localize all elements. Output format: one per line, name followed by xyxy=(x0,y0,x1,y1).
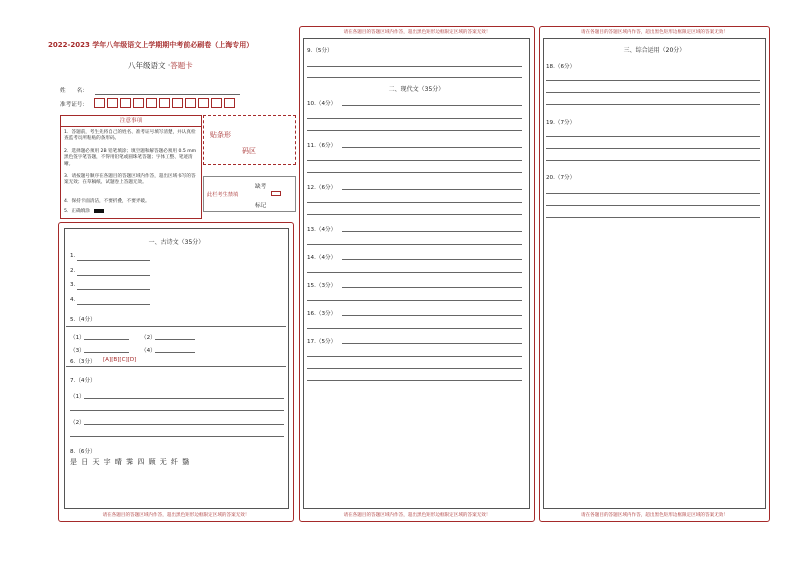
q15-line2[interactable] xyxy=(307,300,522,301)
q9-line2[interactable] xyxy=(307,77,522,78)
card-subtitle xyxy=(128,60,193,71)
q20-line3[interactable] xyxy=(546,217,760,218)
q7-sub1-line[interactable] xyxy=(84,398,284,399)
q9-label: 9.（5分） xyxy=(307,48,333,54)
q19-label: 19.（7分） xyxy=(546,120,576,126)
absent-area xyxy=(203,176,296,212)
q6-divider xyxy=(66,366,286,367)
q18-label: 18.（6分） xyxy=(546,64,576,70)
q13-line1[interactable] xyxy=(342,231,522,232)
q5-sub2-line[interactable] xyxy=(155,339,195,340)
q15-line1[interactable] xyxy=(342,287,522,288)
exam-id-boxes[interactable] xyxy=(94,98,237,110)
q8-text: 是 日 天 宇 晴 霁 四 顾 无 纤 翳 xyxy=(70,458,191,466)
exam-id-label: 准考证号： xyxy=(60,102,88,108)
q16-line1[interactable] xyxy=(342,315,522,316)
q3-line[interactable] xyxy=(77,289,150,290)
notes-item-2: 2．选择题必须用 2B 铅笔填涂；填空题和解答题必须用 0.5 mm 黑色签字笔答题，不得用铅笔或圆珠笔答题；字体工整、笔迹清晰。 xyxy=(64,149,197,167)
q11-label: 11.（6分） xyxy=(307,143,337,149)
q7-sub1-line2[interactable] xyxy=(70,410,284,411)
q12-line1[interactable] xyxy=(342,189,522,190)
absent-checkbox[interactable] xyxy=(271,191,281,196)
q10-label: 10.（4分） xyxy=(307,101,337,107)
q19-line1[interactable] xyxy=(546,136,760,137)
notes-box xyxy=(60,115,202,219)
q14-label: 14.（4分） xyxy=(307,255,337,261)
q13-line2[interactable] xyxy=(307,244,522,245)
q18-line1[interactable] xyxy=(546,80,760,81)
col2-warning-top: 请在各题目的答题区域内作答，超出黑色矩形边框限定区域的答案无效！ xyxy=(343,30,491,35)
q1-line[interactable] xyxy=(77,260,150,261)
q12-label: 12.（6分） xyxy=(307,185,337,191)
q2-line[interactable] xyxy=(77,275,150,276)
q11-line2[interactable] xyxy=(307,160,522,161)
barcode-area xyxy=(203,115,296,165)
q12-line2[interactable] xyxy=(307,202,522,203)
q5-label: 5.（4分） xyxy=(70,317,96,323)
notes-title: 注意事项 xyxy=(61,116,201,127)
notes-item-1: 1．答题前，考生先将自己的姓名、准考证号填写清楚，并认真检查监考员所粘贴的条形码。 xyxy=(64,130,196,142)
col1-section-title: 一、古诗文（35分） xyxy=(148,239,205,246)
q4-line[interactable] xyxy=(77,304,150,305)
q16-line2[interactable] xyxy=(307,328,522,329)
col1-warning: 请在各题目的答题区域内作答，超出黑色矩形边框限定区域的答案无效！ xyxy=(102,513,250,518)
q14-line1[interactable] xyxy=(342,259,522,260)
q10-line1[interactable] xyxy=(342,105,522,106)
q10-line3[interactable] xyxy=(307,130,522,131)
q6-options[interactable]: [A][B][C][D] xyxy=(103,357,137,363)
barcode-line1: 贴条形 xyxy=(210,131,231,139)
q16-label: 16.（3分） xyxy=(307,311,337,317)
col3-section-title: 三、综合运用（20分） xyxy=(623,47,686,54)
absent-label: 此栏考生禁填 xyxy=(207,192,239,198)
q5-sub1-label: （1） xyxy=(70,335,85,341)
paper-title: 2022-2023 学年八年级语文上学期期中考前必刷卷（上海专用） xyxy=(48,41,254,49)
col3-warning-bottom: 请在各题目的答题区域内作答，超出黑色矩形边框限定区域的答案无效！ xyxy=(580,513,728,518)
col2-answer-area xyxy=(303,38,530,509)
q5-sub3-line[interactable] xyxy=(84,352,129,353)
subtitle-accent: 答题卡 xyxy=(170,61,193,70)
q3-label: 3. xyxy=(70,282,76,288)
q6-label: 6.（3分） xyxy=(70,359,96,365)
col3-answer-area xyxy=(543,38,766,509)
barcode-line2: 码区 xyxy=(242,147,256,155)
q9-line1[interactable] xyxy=(307,66,522,67)
q7-sub1-label: （1） xyxy=(70,394,85,400)
col3-warning-top: 请在各题目的答题区域内作答，超出黑色矩形边框限定区域的答案无效！ xyxy=(580,30,728,35)
q5-sub2-label: （2） xyxy=(141,335,156,341)
q13-label: 13.（4分） xyxy=(307,227,337,233)
q14-line2[interactable] xyxy=(307,272,522,273)
q17-line3[interactable] xyxy=(307,368,522,369)
col2-warning-bottom: 请在各题目的答题区域内作答，超出黑色矩形边框限定区域的答案无效！ xyxy=(343,513,491,518)
q2-label: 2. xyxy=(70,268,76,274)
q17-label: 17.（5分） xyxy=(307,339,337,345)
q7-sub2-label: （2） xyxy=(70,420,85,426)
filled-mark-icon xyxy=(94,209,104,213)
q15-label: 15.（3分） xyxy=(307,283,337,289)
q8-label: 8.（6分） xyxy=(70,449,96,455)
q7-label: 7.（4分） xyxy=(70,378,96,384)
q12-line3[interactable] xyxy=(307,214,522,215)
name-line[interactable] xyxy=(95,94,240,95)
q19-line3[interactable] xyxy=(546,160,760,161)
q10-line2[interactable] xyxy=(307,118,522,119)
subtitle-main: 八年级语文 · xyxy=(128,61,171,70)
correct-fill-example xyxy=(64,208,104,214)
q20-line2[interactable] xyxy=(546,205,760,206)
q20-label: 20.（7分） xyxy=(546,175,576,181)
q7-sub2-line2[interactable] xyxy=(70,436,284,437)
q1-label: 1. xyxy=(70,253,76,259)
q20-line1[interactable] xyxy=(546,193,760,194)
notes-item-3: 3．请按题号顺序在各题目的答题区域内作答，超出区域书写的答案无效；在草稿纸、试题卷上答题无效。 xyxy=(64,174,196,186)
notes-item-4: 4．保持卡面清洁，不要折叠，不要弄破。 xyxy=(64,199,150,204)
q7-sub2-line[interactable] xyxy=(84,424,284,425)
q17-line2[interactable] xyxy=(307,356,522,357)
absent-mark2: 标记 xyxy=(255,203,267,209)
notes-item-5: 5．正确填涂 xyxy=(64,209,90,214)
name-label: 姓 名： xyxy=(60,88,88,94)
q17-line1[interactable] xyxy=(342,343,522,344)
col2-section-title: 二、现代文（35分） xyxy=(388,86,445,93)
q19-line2[interactable] xyxy=(546,148,760,149)
q11-line1[interactable] xyxy=(342,147,522,148)
q11-line3[interactable] xyxy=(307,172,522,173)
q5-sub4-line[interactable] xyxy=(155,352,195,353)
q5-sub4-label: （4） xyxy=(141,348,156,354)
q5-sub3-label: （3） xyxy=(70,348,85,354)
q18-line2[interactable] xyxy=(546,92,760,93)
q4-label: 4. xyxy=(70,297,76,303)
q5-divider xyxy=(66,326,286,327)
q5-sub1-line[interactable] xyxy=(84,339,129,340)
absent-mark1: 缺考 xyxy=(255,184,267,190)
q17-line4[interactable] xyxy=(307,380,522,381)
q18-line3[interactable] xyxy=(546,104,760,105)
